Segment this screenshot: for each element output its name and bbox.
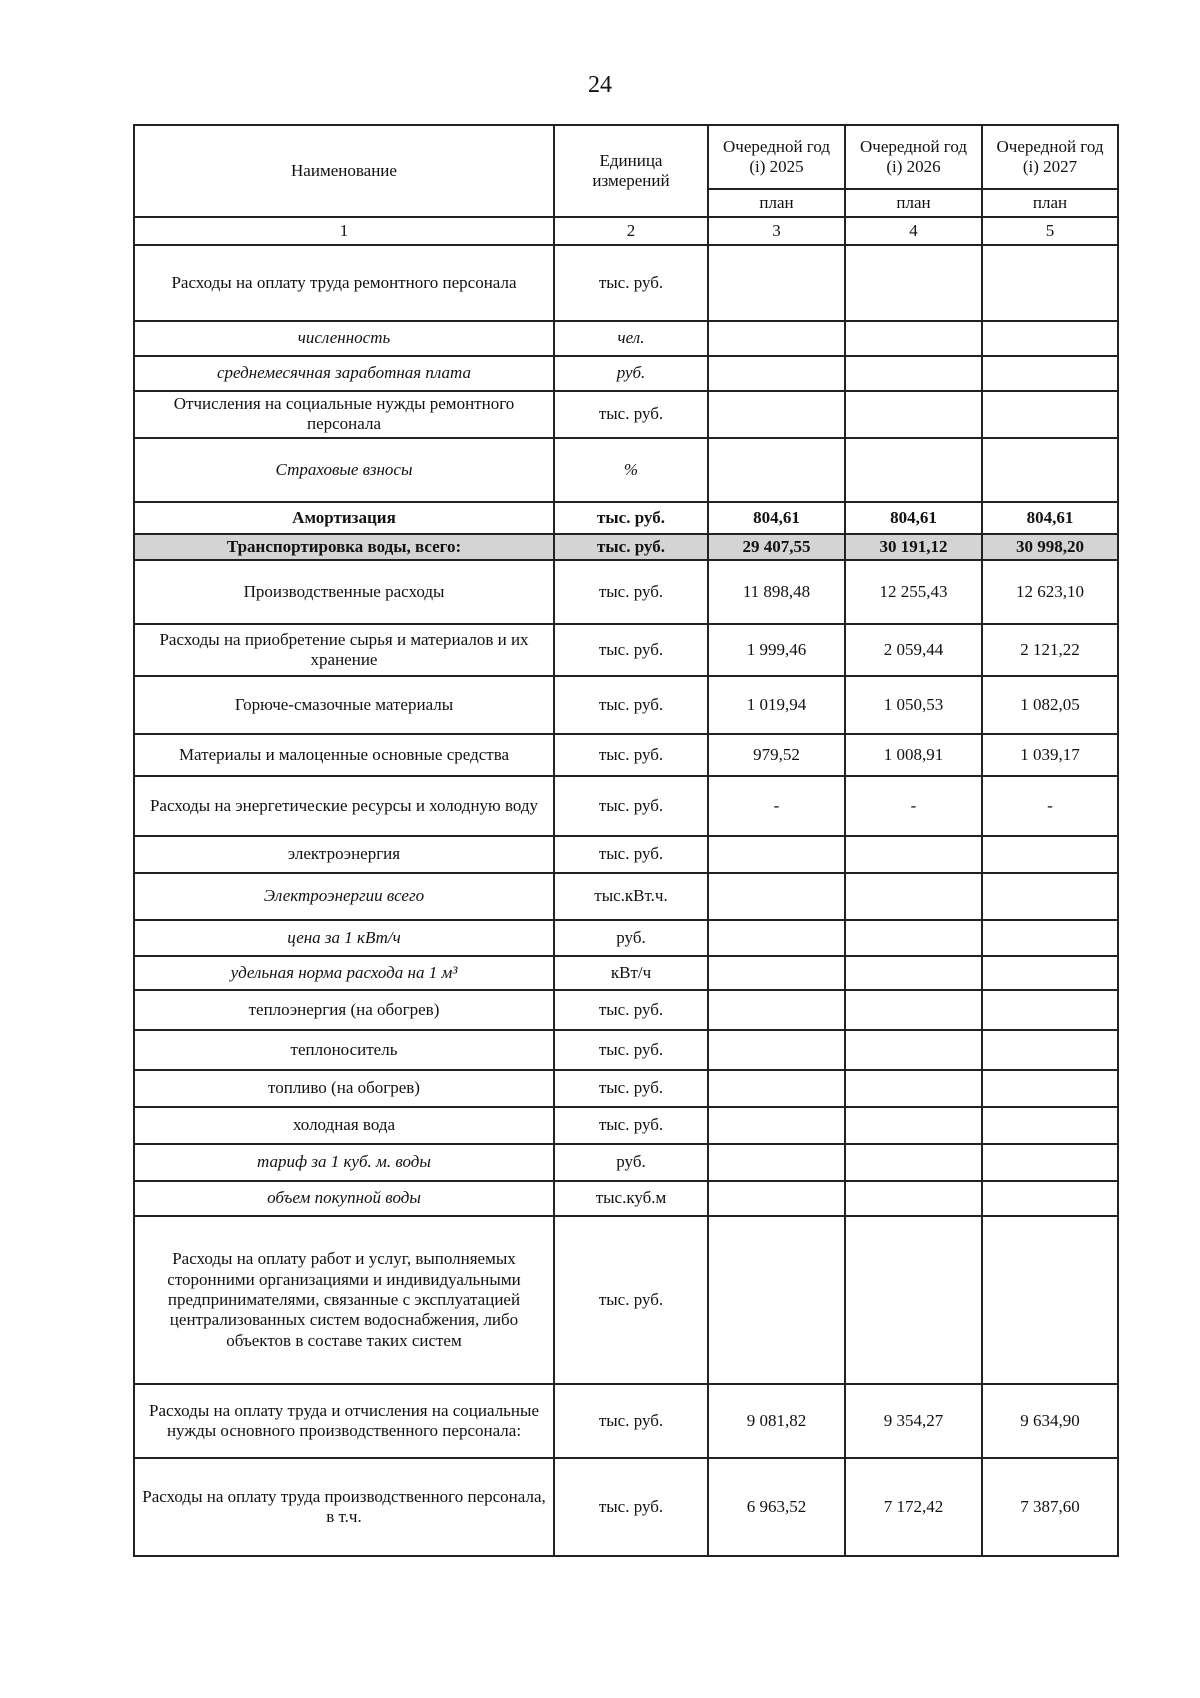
page-number: 24 — [588, 72, 612, 98]
row-value-2025 — [708, 1181, 845, 1216]
column-number-row — [134, 217, 1118, 245]
row-value-2025 — [708, 438, 845, 502]
row-value-2026: - — [845, 776, 982, 836]
row-unit: тыс. руб. — [554, 734, 708, 776]
row-value-2025 — [708, 1070, 845, 1107]
row-value-2026: 1 050,53 — [845, 676, 982, 734]
row-name: Отчисления на социальные нужды ремонтного персонала — [134, 391, 554, 438]
row-name: Материалы и малоценные основные средства — [134, 734, 554, 776]
row-value-2025 — [708, 1030, 845, 1070]
row-unit: тыс. руб. — [554, 1070, 708, 1107]
row-value-2027 — [982, 920, 1118, 956]
table-row — [134, 1384, 1118, 1458]
row-name: теплоэнергия (на обогрев) — [134, 990, 554, 1030]
row-name: Расходы на оплату работ и услуг, выполняемых сторонними организациями и индивидуальными предпринимателями, связанные с эксплуатацией централизованных систем водоснабжения, либо объектов в составе таких систем — [134, 1216, 554, 1384]
row-value-2026 — [845, 990, 982, 1030]
row-unit: тыс. руб. — [554, 1107, 708, 1144]
row-value-2025: 1 019,94 — [708, 676, 845, 734]
row-value-2027: 9 634,90 — [982, 1384, 1118, 1458]
row-value-2025 — [708, 1144, 845, 1181]
table-row — [134, 438, 1118, 502]
row-value-2025: 804,61 — [708, 502, 845, 534]
table-row — [134, 956, 1118, 990]
row-value-2025 — [708, 920, 845, 956]
row-unit: % — [554, 438, 708, 502]
row-value-2026 — [845, 873, 982, 920]
row-value-2025 — [708, 1107, 845, 1144]
row-value-2026 — [845, 956, 982, 990]
table-row — [134, 624, 1118, 676]
row-name: холодная вода — [134, 1107, 554, 1144]
row-value-2027: 7 387,60 — [982, 1458, 1118, 1556]
row-name: тариф за 1 куб. м. воды — [134, 1144, 554, 1181]
row-unit: руб. — [554, 356, 708, 391]
row-value-2027 — [982, 1030, 1118, 1070]
row-name: Расходы на оплату труда производственного персонала, в т.ч. — [134, 1458, 554, 1556]
table-row — [134, 836, 1118, 873]
row-name: Амортизация — [134, 502, 554, 534]
row-value-2027 — [982, 321, 1118, 356]
row-value-2025: 9 081,82 — [708, 1384, 845, 1458]
row-unit: тыс. руб. — [554, 1030, 708, 1070]
row-unit: тыс. руб. — [554, 990, 708, 1030]
row-unit: тыс. руб. — [554, 391, 708, 438]
row-name: топливо (на обогрев) — [134, 1070, 554, 1107]
row-value-2025 — [708, 245, 845, 321]
row-value-2026 — [845, 438, 982, 502]
row-value-2026 — [845, 1107, 982, 1144]
row-value-2025 — [708, 836, 845, 873]
tariff-table — [133, 124, 1119, 1557]
row-value-2027 — [982, 438, 1118, 502]
row-name: объем покупной воды — [134, 1181, 554, 1216]
row-value-2026 — [845, 356, 982, 391]
row-value-2026: 2 059,44 — [845, 624, 982, 676]
row-name: Расходы на энергетические ресурсы и холодную воду — [134, 776, 554, 836]
row-value-2026 — [845, 391, 982, 438]
table-row — [134, 391, 1118, 438]
row-name: Расходы на оплату труда ремонтного персонала — [134, 245, 554, 321]
row-value-2025 — [708, 873, 845, 920]
row-value-2025: 979,52 — [708, 734, 845, 776]
row-value-2027 — [982, 1181, 1118, 1216]
row-value-2027 — [982, 245, 1118, 321]
row-name: Расходы на приобретение сырья и материалов и их хранение — [134, 624, 554, 676]
row-value-2026: 9 354,27 — [845, 1384, 982, 1458]
row-unit: тыс.кВт.ч. — [554, 873, 708, 920]
column-number-4: 4 — [845, 217, 982, 245]
row-value-2027 — [982, 391, 1118, 438]
row-value-2026 — [845, 1144, 982, 1181]
row-value-2027 — [982, 1070, 1118, 1107]
row-value-2025 — [708, 356, 845, 391]
row-value-2025: 6 963,52 — [708, 1458, 845, 1556]
row-value-2026 — [845, 245, 982, 321]
row-unit: тыс. руб. — [554, 534, 708, 560]
row-value-2027 — [982, 356, 1118, 391]
row-value-2025: 29 407,55 — [708, 534, 845, 560]
row-unit: тыс. руб. — [554, 836, 708, 873]
row-value-2027 — [982, 1216, 1118, 1384]
row-unit: тыс. руб. — [554, 624, 708, 676]
row-unit: тыс. руб. — [554, 560, 708, 624]
row-value-2025: 1 999,46 — [708, 624, 845, 676]
row-name: численность — [134, 321, 554, 356]
table-row — [134, 734, 1118, 776]
row-name: удельная норма расхода на 1 м³ — [134, 956, 554, 990]
header-plan-2027: план — [982, 189, 1118, 217]
table-row — [134, 776, 1118, 836]
row-unit: руб. — [554, 920, 708, 956]
table-row — [134, 356, 1118, 391]
row-name: цена за 1 кВт/ч — [134, 920, 554, 956]
row-unit: тыс. руб. — [554, 502, 708, 534]
row-unit: руб. — [554, 1144, 708, 1181]
row-value-2027: 30 998,20 — [982, 534, 1118, 560]
row-value-2026: 30 191,12 — [845, 534, 982, 560]
row-value-2026 — [845, 920, 982, 956]
row-value-2026 — [845, 1181, 982, 1216]
row-value-2027 — [982, 873, 1118, 920]
row-value-2025 — [708, 1216, 845, 1384]
row-unit: тыс. руб. — [554, 1384, 708, 1458]
row-value-2025 — [708, 956, 845, 990]
row-value-2027: 2 121,22 — [982, 624, 1118, 676]
header-year-2025: Очередной год (i) 2025 — [708, 125, 845, 189]
row-value-2026: 7 172,42 — [845, 1458, 982, 1556]
row-value-2026: 804,61 — [845, 502, 982, 534]
header-unit: Единица измерений — [554, 125, 708, 217]
row-unit: тыс.куб.м — [554, 1181, 708, 1216]
table-row — [134, 990, 1118, 1030]
table-row — [134, 1181, 1118, 1216]
table-row — [134, 1030, 1118, 1070]
table-row — [134, 1144, 1118, 1181]
column-number-3: 3 — [708, 217, 845, 245]
row-value-2025: - — [708, 776, 845, 836]
row-value-2026 — [845, 1030, 982, 1070]
row-name: Горюче-смазочные материалы — [134, 676, 554, 734]
row-value-2026: 1 008,91 — [845, 734, 982, 776]
row-name: электроэнергия — [134, 836, 554, 873]
row-value-2025 — [708, 990, 845, 1030]
header-name: Наименование — [134, 125, 554, 217]
row-unit: тыс. руб. — [554, 676, 708, 734]
row-value-2027: 804,61 — [982, 502, 1118, 534]
row-value-2025: 11 898,48 — [708, 560, 845, 624]
header-plan-2025: план — [708, 189, 845, 217]
header-plan-2026: план — [845, 189, 982, 217]
row-unit: кВт/ч — [554, 956, 708, 990]
row-value-2027: 1 082,05 — [982, 676, 1118, 734]
table-row — [134, 1107, 1118, 1144]
table-row — [134, 502, 1118, 534]
table-row-total — [134, 534, 1118, 560]
row-name: Транспортировка воды, всего: — [134, 534, 554, 560]
row-name: теплоноситель — [134, 1030, 554, 1070]
column-number-5: 5 — [982, 217, 1118, 245]
table-row — [134, 873, 1118, 920]
header-year-2026: Очередной год (i) 2026 — [845, 125, 982, 189]
row-value-2027 — [982, 1144, 1118, 1181]
row-unit: тыс. руб. — [554, 245, 708, 321]
table-row — [134, 920, 1118, 956]
header-year-2027: Очередной год (i) 2027 — [982, 125, 1118, 189]
row-value-2025 — [708, 391, 845, 438]
table-row — [134, 1216, 1118, 1384]
table-row — [134, 560, 1118, 624]
row-value-2027: 1 039,17 — [982, 734, 1118, 776]
column-number-2: 2 — [554, 217, 708, 245]
row-name: среднемесячная заработная плата — [134, 356, 554, 391]
row-value-2027 — [982, 836, 1118, 873]
row-value-2026 — [845, 1070, 982, 1107]
row-value-2026 — [845, 1216, 982, 1384]
row-value-2027: 12 623,10 — [982, 560, 1118, 624]
table-row — [134, 1070, 1118, 1107]
row-value-2027 — [982, 990, 1118, 1030]
row-unit: тыс. руб. — [554, 1216, 708, 1384]
row-value-2026: 12 255,43 — [845, 560, 982, 624]
row-unit: тыс. руб. — [554, 776, 708, 836]
header-row — [134, 125, 1118, 189]
row-value-2027: - — [982, 776, 1118, 836]
row-value-2026 — [845, 321, 982, 356]
table-row — [134, 321, 1118, 356]
row-name: Расходы на оплату труда и отчисления на социальные нужды основного производственного персонала: — [134, 1384, 554, 1458]
row-name: Производственные расходы — [134, 560, 554, 624]
row-name: Страховые взносы — [134, 438, 554, 502]
row-unit: чел. — [554, 321, 708, 356]
row-name: Электроэнергии всего — [134, 873, 554, 920]
table-row — [134, 1458, 1118, 1556]
table-row — [134, 676, 1118, 734]
row-value-2026 — [845, 836, 982, 873]
row-value-2027 — [982, 1107, 1118, 1144]
table-row — [134, 245, 1118, 321]
row-unit: тыс. руб. — [554, 1458, 708, 1556]
column-number-1: 1 — [134, 217, 554, 245]
row-value-2025 — [708, 321, 845, 356]
row-value-2027 — [982, 956, 1118, 990]
